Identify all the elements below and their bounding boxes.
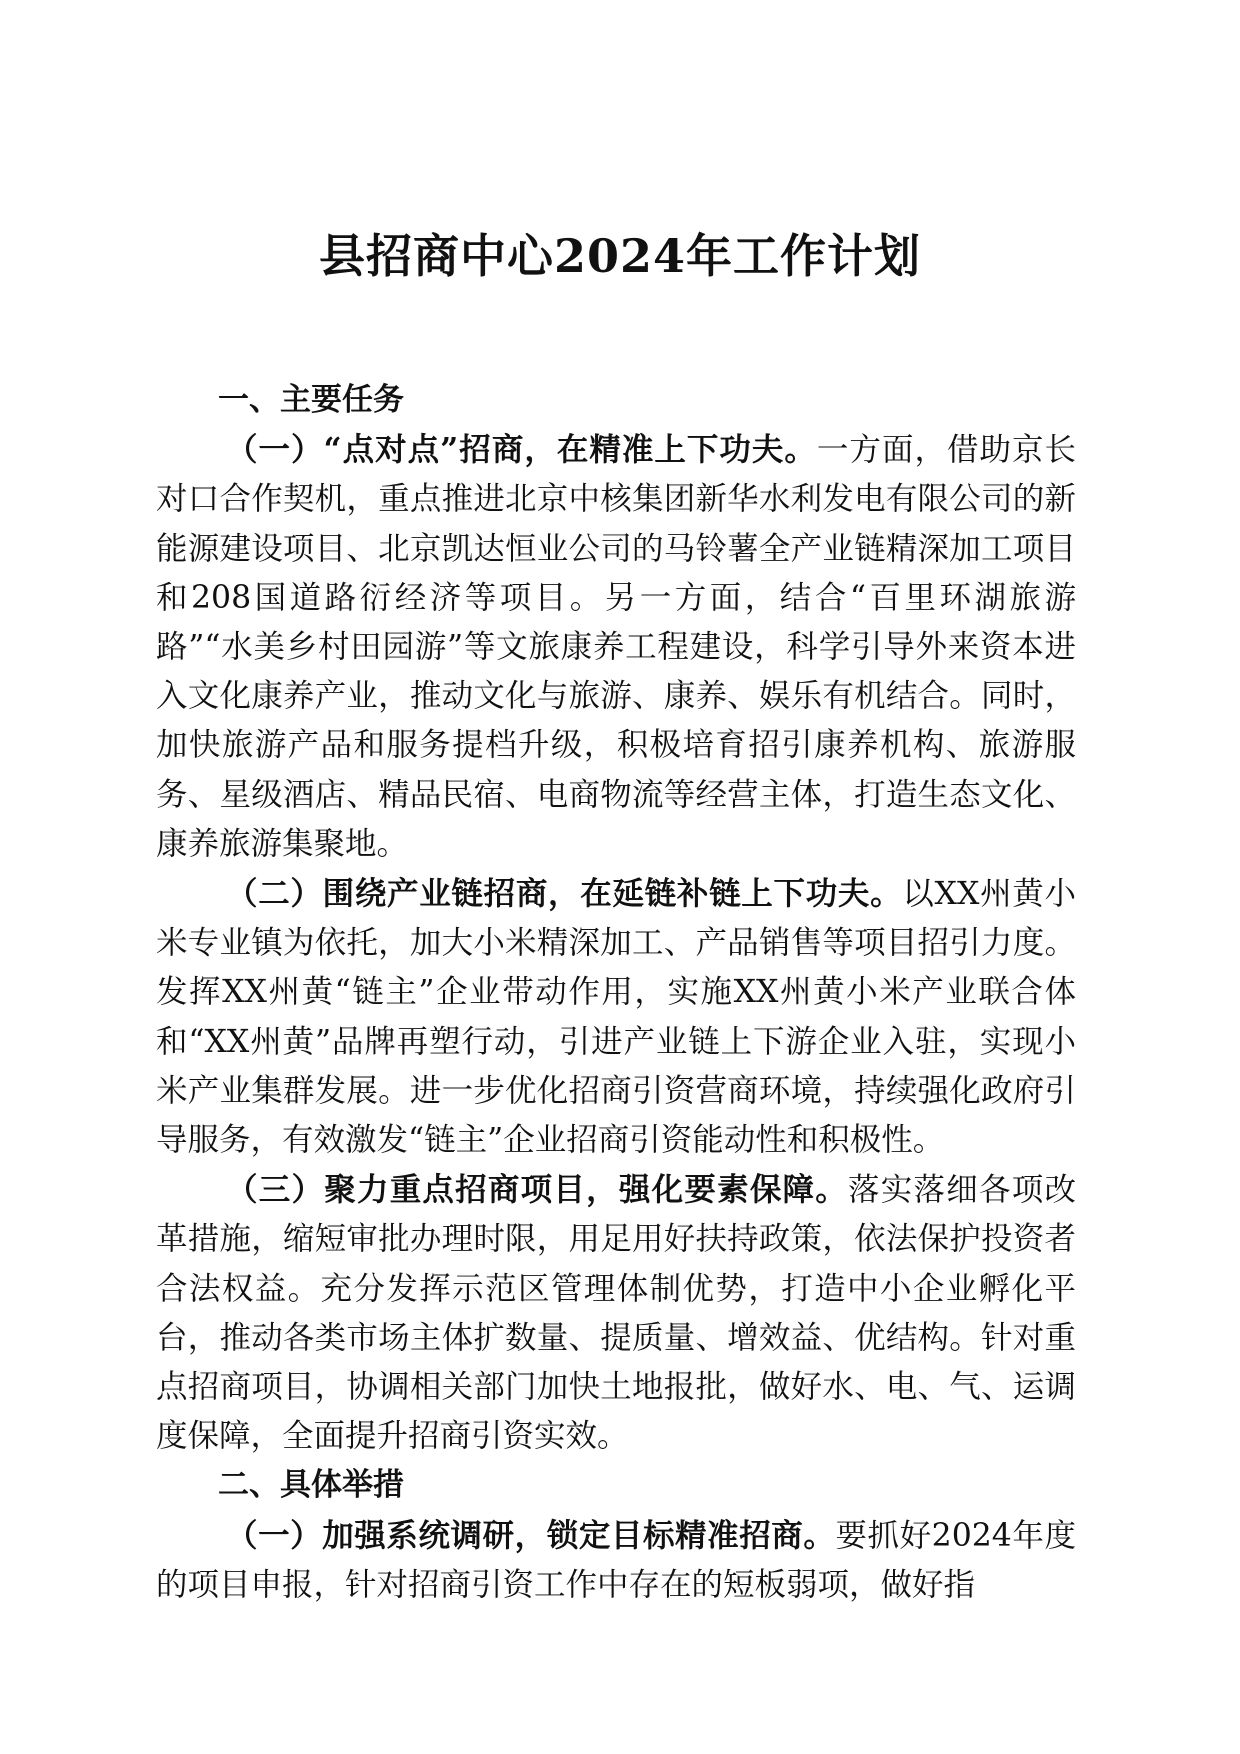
paragraph-lead: （一）“点对点”招商，在精准上下功夫。	[226, 431, 817, 469]
paragraph	[156, 869, 1076, 1165]
paragraph-text: 落实落细各项改革措施，缩短审批办理时限，用足用好扶持政策，依法保护投资者合法权益。充分发挥示范区管理体制优势，打造中小企业孵化平台，推动各类市场主体扩数量、提质量、增效益、优结构。针对重点招商项目，协调相关部门加快土地报批，做好水、电、气、运调度保障，全面提升招商引资实效。	[156, 1172, 1076, 1455]
paragraph	[156, 1165, 1076, 1461]
paragraph-lead: （三）聚力重点招商项目，强化要素保障。	[226, 1171, 849, 1209]
paragraph-text: 以XX州黄小米专业镇为依托，加大小米精深加工、产品销售等项目招引力度。发挥XX州黄“链主”企业带动作用，实施XX州黄小米产业联合体和“XX州黄”品牌再塑行动，引进产业链上下游企业入驻，实现小米产业集群发展。进一步优化招商引资营商环境，持续强化政府引导服务，有效激发“链主”企业招商引资能动性和积极性。	[156, 876, 1076, 1159]
section-heading: 二、具体举措	[218, 1467, 404, 1504]
paragraph	[156, 425, 1076, 869]
paragraph-lead: （二）围绕产业链招商，在延链补链上下功夫。	[226, 875, 903, 913]
paragraph	[156, 1511, 1076, 1610]
paragraph-lead: （一）加强系统调研，锁定目标精准招商。	[226, 1516, 836, 1554]
paragraph-text: 要抓好2024年度的项目申报，针对招商引资工作中存在的短板弱项，做好指	[156, 1517, 1076, 1603]
page-title: 县招商中心2024年工作计划	[318, 229, 922, 283]
paragraph-text: 一方面，借助京长对口合作契机，重点推进北京中核集团新华水利发电有限公司的新能源建设项目、北京凯达恒业公司的马铃薯全产业链精深加工项目和208国道路衍经济等项目。另一方面，结合“百里环湖旅游路”“水美乡村田园游”等文旅康养工程建设，科学引导外来资本进入文化康养产业，推动文化与旅游、康养、娱乐有机结合。同时，加快旅游产品和服务提档升级，积极培育招引康养机构、旅游服务、星级酒店、精品民宿、电商物流等经营主体，打造生态文化、康养旅游集聚地。	[156, 432, 1076, 862]
section-heading: 一、主要任务	[218, 382, 404, 418]
document-body	[156, 376, 1076, 1610]
